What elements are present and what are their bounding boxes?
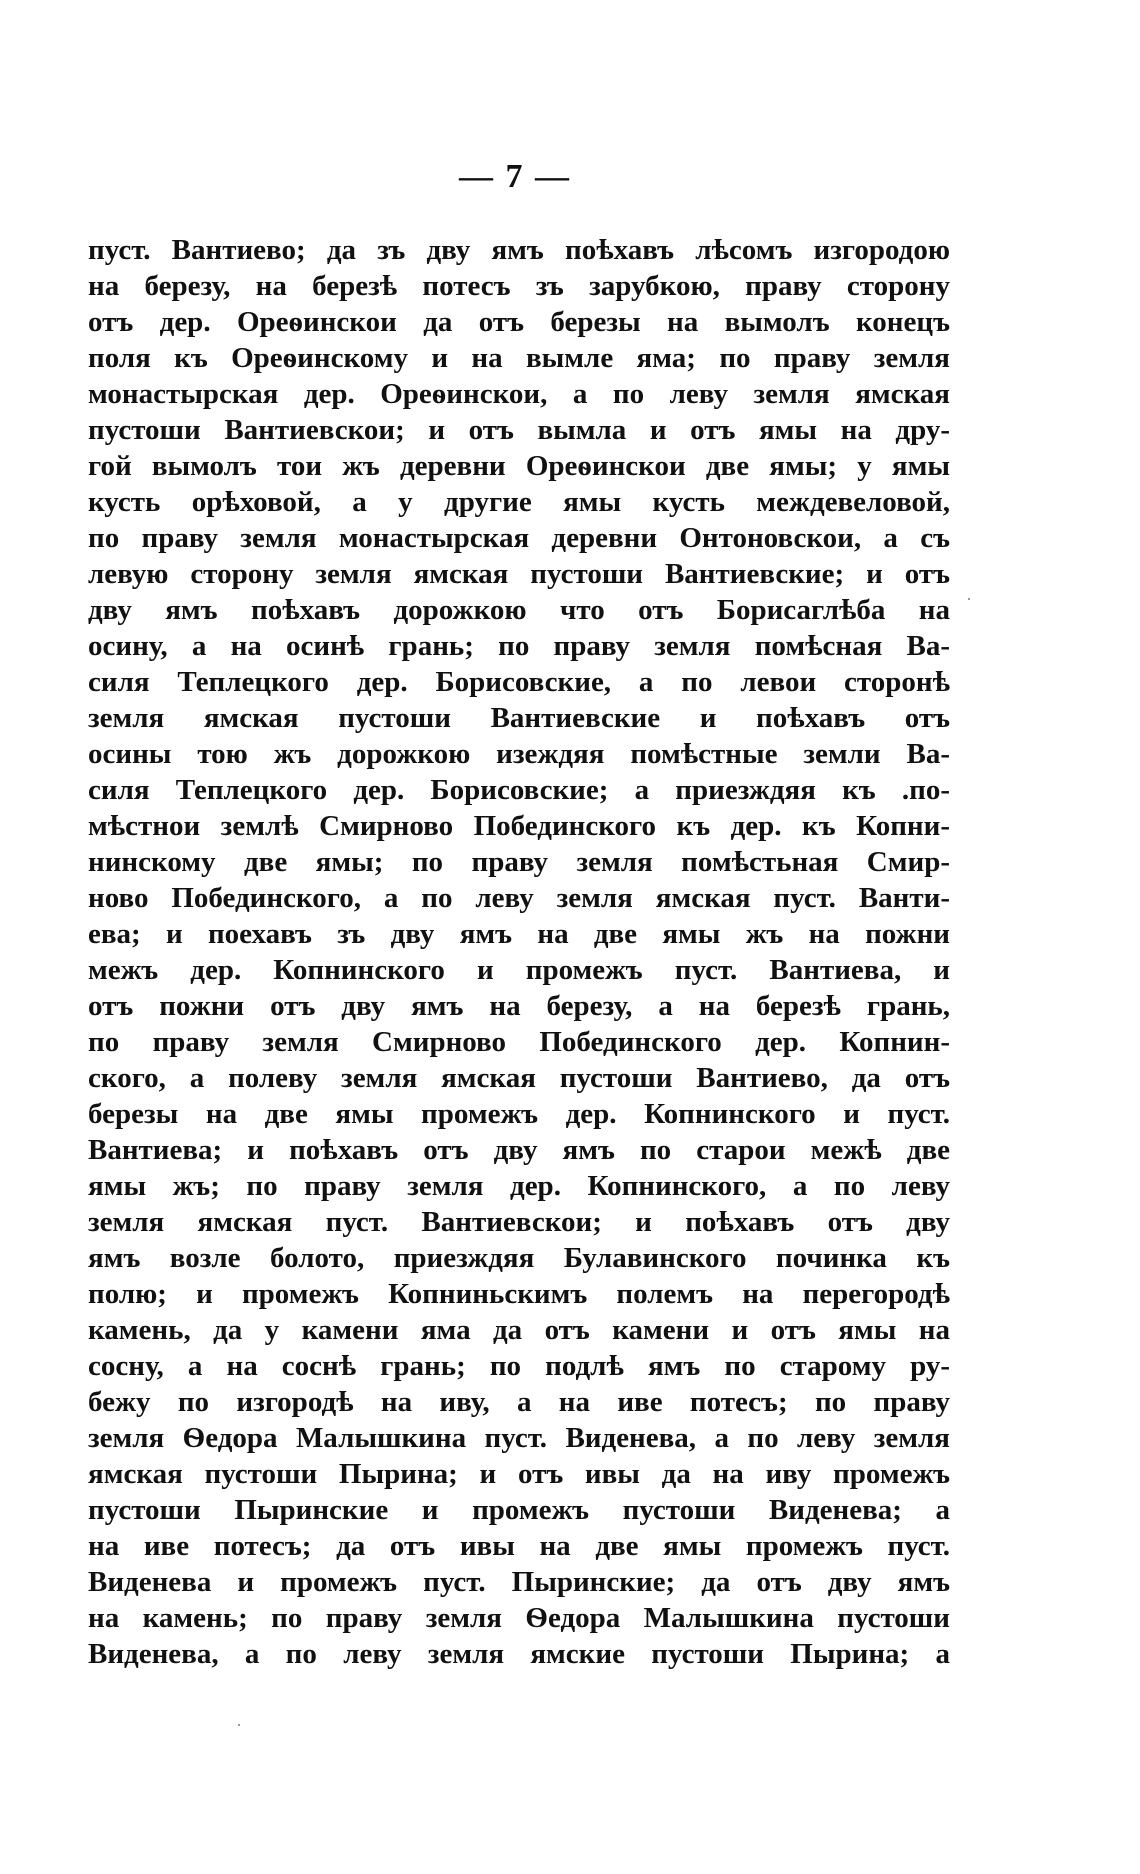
text-line: осины тою жъ дорожкою изеждяя помѣстные земли Ва-: [88, 738, 950, 770]
text-line: отъ пожни отъ дву ямъ на березу, а на березѣ грань,: [88, 990, 950, 1022]
text-line: сосну, а на соснѣ грань; по подлѣ ямъ по старому ру-: [88, 1350, 950, 1382]
text-line: полю; и промежъ Копниньскимъ полемъ на перегородѣ: [88, 1278, 950, 1310]
text-line: осину, а на осинѣ грань; по праву земля помѣсная Ва-: [88, 630, 950, 662]
text-line: поля къ Ореѳинскому и на вымле яма; по праву земля: [88, 342, 950, 374]
text-line: Виденева, а по леву земля ямские пустоши Пырина; а: [88, 1638, 950, 1670]
text-line: камень, да у камени яма да отъ камени и отъ ямы на: [88, 1314, 950, 1346]
text-line: бежу по изгородѣ на иву, а на иве потесъ; по праву: [88, 1386, 950, 1418]
text-line: ново Побединского, а по леву земля ямская пуст. Ванти-: [88, 882, 950, 914]
text-line: нинскому две ямы; по праву земля помѣстьная Смир-: [88, 846, 950, 878]
text-line: пуст. Вантиево; да зъ дву ямъ поѣхавъ лѣсомъ изгородою: [88, 234, 950, 266]
scan-speck: [968, 598, 970, 600]
text-line: по праву земля монастырская деревни Онтоновскои, а съ: [88, 522, 950, 554]
text-line: дву ямъ поѣхавъ дорожкою что отъ Борисаглѣба на: [88, 594, 950, 626]
text-line: отъ дер. Ореѳинскои да отъ березы на вымолъ конецъ: [88, 306, 950, 338]
text-line: силя Теплецкого дер. Борисовские, а по левои сторонѣ: [88, 666, 950, 698]
text-line: левую сторону земля ямская пустоши Вантиевские; и отъ: [88, 558, 950, 590]
text-line: земля ямская пустоши Вантиевские и поѣхавъ отъ: [88, 702, 950, 734]
text-line: гой вымолъ тои жъ деревни Ореѳинскои две ямы; у ямы: [88, 450, 950, 482]
scan-speck: [238, 1724, 240, 1726]
text-line: на камень; по праву земля Ѳедора Малышкина пустоши: [88, 1602, 950, 1634]
text-line: пустоши Пыринские и промежъ пустоши Виденева; а: [88, 1494, 950, 1526]
text-line: пустоши Вантиевскои; и отъ вымла и отъ ямы на дру-: [88, 414, 950, 446]
text-line: земля ямская пуст. Вантиевскои; и поѣхавъ отъ дву: [88, 1206, 950, 1238]
text-line: ского, а полеву земля ямская пустоши Вантиево, да отъ: [88, 1062, 950, 1094]
text-line: на иве потесъ; да отъ ивы на две ямы промежъ пуст.: [88, 1530, 950, 1562]
text-line: ева; и поехавъ зъ дву ямъ на две ямы жъ на пожни: [88, 918, 950, 950]
text-line: кусть орѣховой, а у другие ямы кусть междевеловой,: [88, 486, 950, 518]
text-line: на березу, на березѣ потесъ зъ зарубкою, праву сторону: [88, 270, 950, 302]
text-line: Вантиева; и поѣхавъ отъ дву ямъ по старои межѣ две: [88, 1134, 950, 1166]
text-line: монастырская дер. Ореѳинскои, а по леву земля ямская: [88, 378, 950, 410]
text-line: силя Теплецкого дер. Борисовские; а приезждяя къ .по-: [88, 774, 950, 806]
text-line: ямская пустоши Пырина; и отъ ивы да на иву промежъ: [88, 1458, 950, 1490]
page-number: — 7 —: [459, 158, 571, 195]
body-text: [88, 232, 950, 1672]
text-line: ямъ возле болото, приезждяя Булавинского починка къ: [88, 1242, 950, 1274]
text-line: земля Ѳедора Малышкина пуст. Виденева, а по леву земля: [88, 1422, 950, 1454]
text-line: ямы жъ; по праву земля дер. Копнинского, а по леву: [88, 1170, 950, 1202]
text-line: березы на две ямы промежъ дер. Копнинского и пуст.: [88, 1098, 950, 1130]
text-line: Виденева и промежъ пуст. Пыринские; да отъ дву ямъ: [88, 1566, 950, 1598]
text-line: мѣстнои землѣ Смирново Побединского къ дер. къ Копни-: [88, 810, 950, 842]
text-line: по праву земля Смирново Побединского дер. Копнин-: [88, 1026, 950, 1058]
text-line: межъ дер. Копнинского и промежъ пуст. Вантиева, и: [88, 954, 950, 986]
